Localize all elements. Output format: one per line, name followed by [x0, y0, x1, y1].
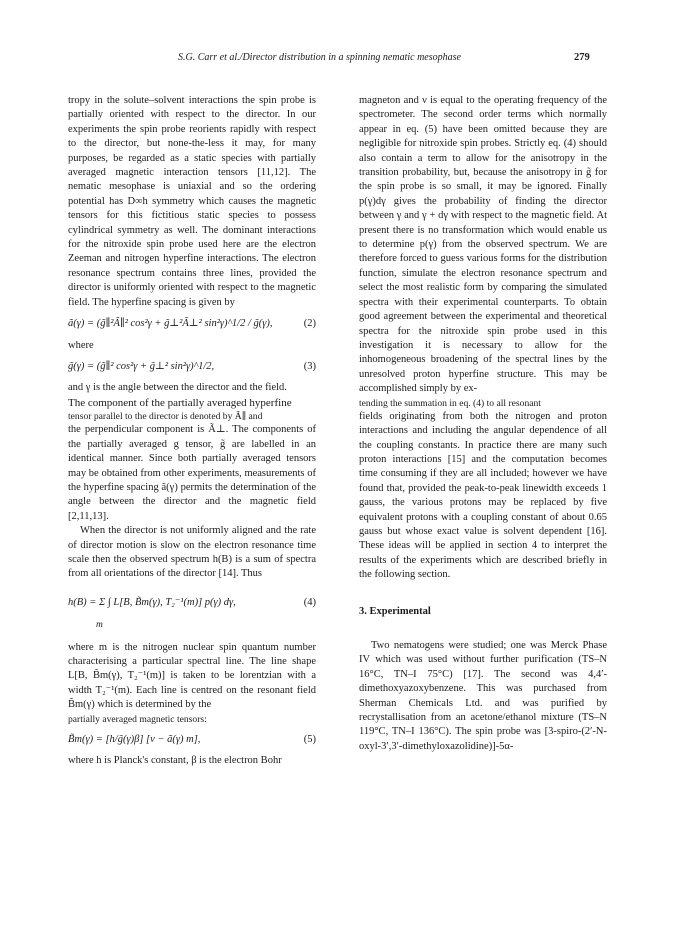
equation-2: [68, 317, 316, 331]
paragraph: where m is the nitrogen nuclear spin quantum number characterising a particular spectral line. The line shape L[B, B̃m(γ), T₂⁻¹(m)] is taken to be lorentzian with a width T₂⁻¹(m). Each line is centred on the resonant field B̃m(γ) which is determined by the: [68, 641, 316, 711]
equation-5: [68, 733, 316, 747]
right-column: [359, 94, 607, 754]
section-heading: 3. Experimental: [359, 605, 431, 617]
equation-expression: g̃(γ) = (g̃∥² cos²γ + g̃⊥² sin²γ)^1/2,: [68, 360, 215, 372]
paragraph: tensor parallel to the director is denoted by Ã∥ and: [68, 411, 263, 423]
paragraph: Two nematogens were studied; one was Merck Phase IV which was used without further purification (TS–N 16°C, TN–I 75°C) [17]. The second was 4,4′-dimethoxyazoxybenzene. This was purchased from Sherman Chemicals Ltd. and was purified by recrystallisation from an acetone/ethanol mixture (TS–N 119°C, TN–I 136°C). The spin probe was [3-spiro-(2′-N-oxyl-3′,3′-dimethyloxazolidine)]-5α-: [359, 640, 607, 752]
paragraph: When the director is not uniformly aligned and the rate of director motion is slow on the electron resonance time scale then the observed spectrum h(B) is a sum of spectra from all orientations of the director [14]. Thus: [68, 525, 316, 580]
equation-4: [68, 596, 316, 610]
paragraph: tropy in the solute–solvent interactions the spin probe is partially oriented with respect to the director. In our experiments the spin probe reorients rapidly with respect to the director, but none-the-less it may, for many purposes, be regarded as a static species with partially averaged magnetic interaction tensors [11,12]. The nematic mesophase is uniaxial and so the ordering potential has D∞h symmetry which causes the magnetic tensors for this fictitious static species to possess cylindrical symmetry as well. The dominant interactions for the nitroxide spin probe used here are the electron Zeeman and nitrogen hyperfine interactions. The electron resonance spectrum contains three lines, provided the director is uniformly oriented with respect to the magnetic field. The hyperfine spacing is given by: [68, 95, 316, 308]
equation-number: (5): [303, 733, 316, 745]
equation-number: (2): [303, 318, 316, 330]
running-header: [0, 52, 680, 68]
paragraph: partially averaged magnetic tensors:: [68, 713, 207, 725]
equation-number: (4): [303, 596, 316, 608]
paragraph: where h is Planck's constant, β is the electron Bohr: [68, 755, 282, 767]
paragraph: and γ is the angle between the director and the field.: [68, 382, 287, 394]
page-number: 279: [574, 52, 590, 63]
equation-number: (3): [303, 360, 316, 372]
left-column: [68, 94, 316, 769]
paragraph: magneton and ν is equal to the operating frequency of the spectrometer. The second order terms which normally appear in eq. (5) have been omitted because they are negligible for nitroxide spin probes. Strictly eq. (4) should also contain a term to allow for the anisotropy in the transition probability, but, because the anisotropy in g̃ for the spin probe is so small, it may be ignored. Finally p(γ)dγ gives the probability of finding the director between γ and γ + dγ with respect to the magnetic field. At present there is no transformation which would enable us to determine p(γ) from the observed spectrum. We are therefore forced to guess various forms for the distribution function, simulate the electron resonance spectrum and select the most realistic form by comparing the simulated spectra with their experimental counterparts. To obtain good agreement between the experimental and theoretical spectra for the nitroxide spin probe used in this investigation it is necessary to allow for the inhomogeneous broadening of the spectral lines by the unresolved proton hyperfine structure. This may be accomplished simply by ex-: [359, 95, 607, 395]
equation-expression: h(B) = Σ ∫ L[B, B̃m(γ), T₂⁻¹(m)] p(γ) dγ,: [68, 596, 236, 608]
equation-3: [68, 360, 316, 374]
paragraph: fields originating from both the nitrogen and proton interactions and including the angular dependence of all the coupling constants. In practice there are many such proton interactions [15] and the computation becomes time consuming if they are all included; however we have found that, provided the peak-to-peak linewidth exceeds 1 gauss, the various protons may be replaced by five equivalent protons with a coupling constant of about 0.65 gauss but whose exact value is solvent dependent [16]. These ideas will be applied in section 4 to interpret the results of the experiments which are described briefly in the following section.: [359, 410, 607, 581]
running-title: S.G. Carr et al./Director distribution in a spinning nematic mesophase: [178, 52, 461, 63]
summation-subscript: m: [96, 620, 103, 631]
equation-expression: ã(γ) = (g̃∥²Ã∥² cos²γ + g̃⊥²Ã⊥² sin²γ)^1/2 / g̃(γ),: [68, 318, 273, 330]
paragraph: The component of the partially averaged hyperfine: [68, 396, 292, 409]
paragraph: the perpendicular component is Ã⊥. The components of the partially averaged g tensor, g̃ are labelled in an identical manner. Since both partially averaged tensors may be obtained from other experiments, measurements of the hyperfine spacing ã(γ) permits the determination of the angle between the director and the magnetic field [2,11,13].: [68, 424, 316, 522]
equation-expression: B̃m(γ) = [h/g̃(γ)β] [ν − ã(γ) m],: [68, 733, 201, 745]
where-label: where: [68, 339, 94, 351]
paragraph: tending the summation in eq. (4) to all resonant: [359, 397, 541, 409]
